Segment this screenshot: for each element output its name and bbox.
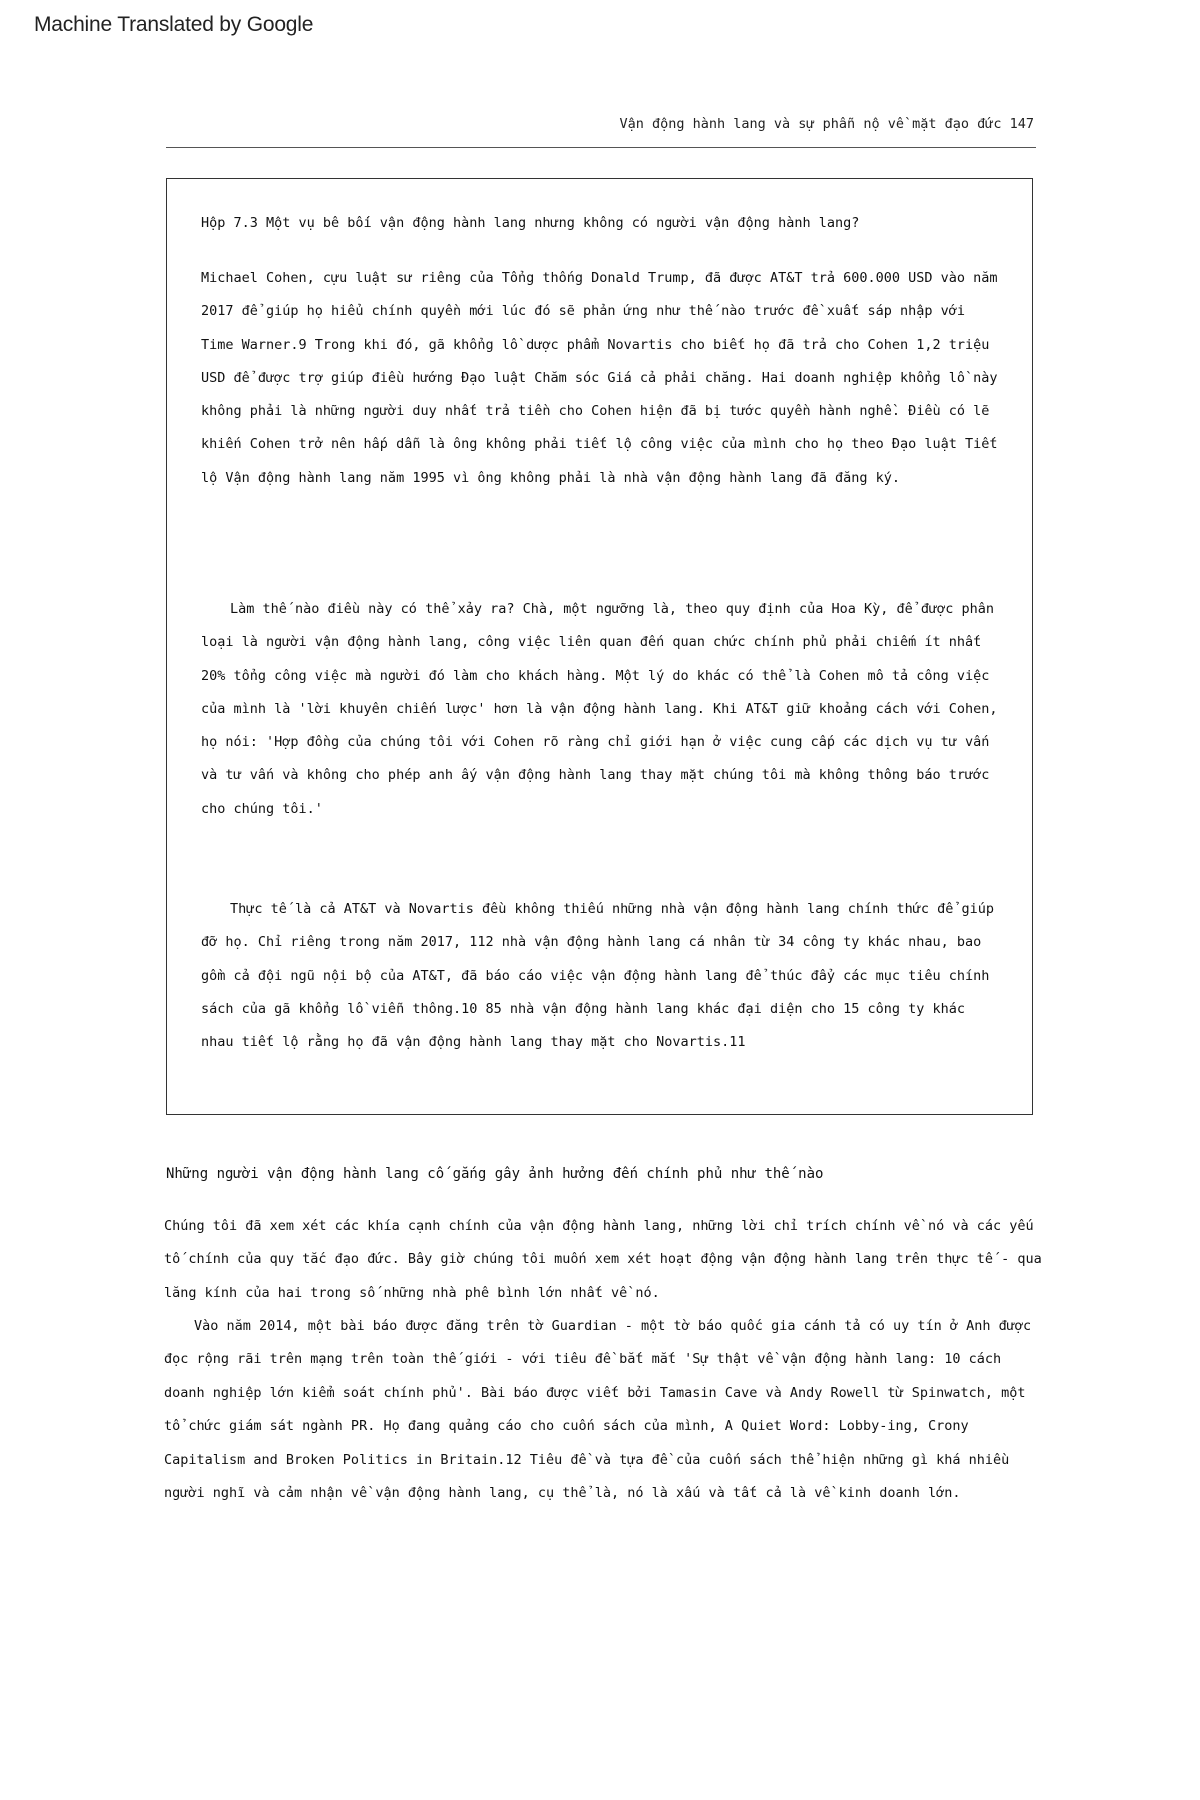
header-divider (166, 147, 1036, 148)
sidebar-box (166, 178, 1033, 1115)
box-paragraph: Michael Cohen, cựu luật sư riêng của Tổng thống Donald Trump, đã được AT&T trả 600.000 USD vào năm 2017 để giúp họ hiểu chính quyền mới lúc đó sẽ phản ứng như thế nào trước đề xuất sáp nhập với Time Warner.9 Trong khi đó, gã khổng lồ dược phẩm Novartis cho biết họ đã trả cho Cohen 1,2 triệu USD để được trợ giúp điều hướng Đạo luật Chăm sóc Giá cả phải chăng. Hai doanh nghiệp khổng lồ này không phải là những người duy nhất trả tiền cho Cohen hiện đã bị tước quyền hành nghề. Điều có lẽ khiến Cohen trở nên hấp dẫn là ông không phải tiết lộ công việc của mình cho họ theo Đạo luật Tiết lộ Vận động hành lang năm 1995 vì ông không phải là nhà vận động hành lang đã đăng ký. (201, 270, 998, 486)
body-paragraph: Chúng tôi đã xem xét các khía cạnh chính của vận động hành lang, những lời chỉ trích chính về nó và các yếu tố chính của quy tắc đạo đức. Bây giờ chúng tôi muốn xem xét hoạt động vận động hành lang trên thực tế - qua lăng kính của hai trong số những nhà phê bình lớn nhất về nó. (164, 1218, 1042, 1301)
section-heading: Những người vận động hành lang cố gắng gây ảnh hưởng đến chính phủ như thế nào (166, 1166, 824, 1182)
box-paragraph: Làm thế nào điều này có thể xảy ra? Chà, một ngưỡng là, theo quy định của Hoa Kỳ, để được phân loại là người vận động hành lang, công việc liên quan đến quan chức chính phủ phải chiếm ít nhất 20% tổng công việc mà người đó làm cho khách hàng. Một lý do khác có thể là Cohen mô tả công việc của mình là 'lời khuyên chiến lược' hơn là vận động hành lang. Khi AT&T giữ khoảng cách với Cohen, họ nói: 'Hợp đồng của chúng tôi với Cohen rõ ràng chỉ giới hạn ở việc cung cấp các dịch vụ tư vấn và tư vấn và không cho phép anh ấy vận động hành lang thay mặt chúng tôi mà không thông báo trước cho chúng tôi.' (201, 601, 998, 817)
machine-translation-banner: Machine Translated by Google (34, 13, 314, 36)
body-paragraph: Vào năm 2014, một bài báo được đăng trên tờ Guardian - một tờ báo quốc gia cánh tả có uy tín ở Anh được đọc rộng rãi trên mạng trên toàn thế giới - với tiêu đề bắt mắt 'Sự thật về vận động hành lang: 10 cách doanh nghiệp lớn kiểm soát chính phủ'. Bài báo được viết bởi Tamasin Cave và Andy Rowell từ Spinwatch, một tổ chức giám sát ngành PR. Họ đang quảng cáo cho cuốn sách của mình, A Quiet Word: Lobby-ing, Crony Capitalism and Broken Politics in Britain.12 Tiêu đề và tựa đề của cuốn sách thể hiện những gì khá nhiều người nghĩ và cảm nhận về vận động hành lang, cụ thể là, nó là xấu và tất cả là về kinh doanh lớn. (164, 1318, 1032, 1502)
running-head: Vận động hành lang và sự phẫn nộ về mặt đạo đức 147 (619, 116, 1034, 132)
box-paragraph: Thực tế là cả AT&T và Novartis đều không thiếu những nhà vận động hành lang chính thức để giúp đỡ họ. Chỉ riêng trong năm 2017, 112 nhà vận động hành lang cá nhân từ 34 công ty khác nhau, bao gồm cả đội ngũ nội bộ của AT&T, đã báo cáo việc vận động hành lang để thúc đẩy các mục tiêu chính sách của gã khổng lồ viễn thông.10 85 nhà vận động hành lang khác đại diện cho 15 công ty khác nhau tiết lộ rằng họ đã vận động hành lang thay mặt cho Novartis.11 (201, 901, 995, 1051)
box-title: Hộp 7.3 Một vụ bê bối vận động hành lang nhưng không có người vận động hành lang? (201, 215, 860, 231)
